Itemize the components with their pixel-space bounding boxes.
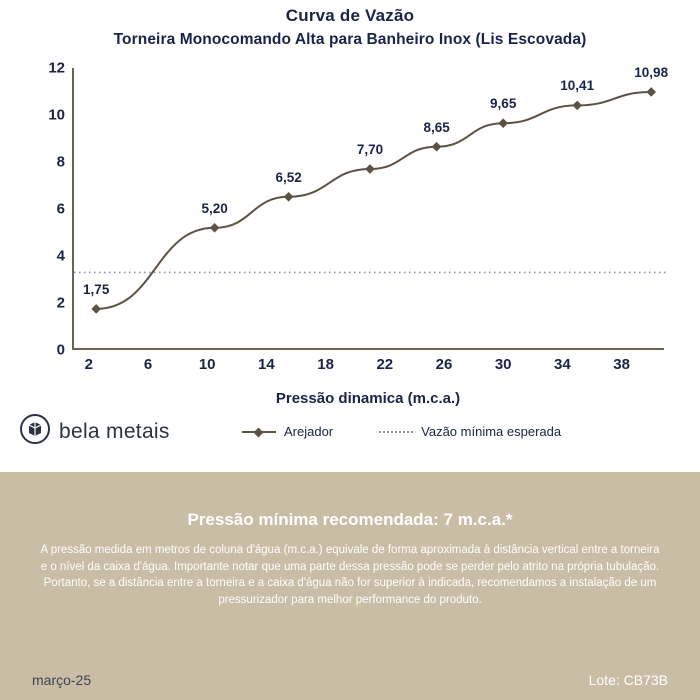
legend-swatch-line-icon — [242, 431, 276, 433]
chart-legend — [242, 424, 561, 439]
x-axis-tick: 30 — [494, 356, 512, 373]
page-subtitle: Torneira Monocomando Alta para Banheiro Inox (Lis Escovada) — [113, 31, 587, 48]
footer-date: março-25 — [32, 672, 92, 688]
data-point-marker — [91, 304, 101, 314]
y-axis-tick: 2 — [56, 294, 65, 312]
y-axis-tick: 6 — [56, 200, 65, 218]
y-axis-tick: 8 — [56, 153, 65, 171]
data-point-label: 6,52 — [275, 169, 302, 185]
data-point-label: 8,65 — [423, 119, 450, 135]
data-point-marker — [284, 192, 294, 202]
footer-title: Pressão mínima recomendada: 7 m.c.a.* — [187, 510, 513, 529]
footer-lote: Lote: CB73B — [588, 672, 668, 688]
data-point-label: 1,75 — [83, 281, 110, 297]
y-axis-tick: 4 — [56, 247, 65, 265]
x-axis-tick: 34 — [554, 356, 571, 373]
data-point-marker — [210, 223, 220, 233]
x-axis-tick: 26 — [435, 356, 453, 373]
data-point-marker — [365, 164, 375, 174]
x-axis-tick: 18 — [317, 356, 334, 373]
data-point-marker — [432, 142, 442, 152]
plot-area — [48, 59, 669, 373]
footer-panel — [0, 472, 700, 700]
cube-logo-icon — [20, 414, 50, 449]
legend-item-vazao-minima — [379, 424, 561, 439]
data-point-label: 7,70 — [356, 142, 384, 158]
brand-name: bela metais — [59, 419, 170, 443]
data-point-marker — [572, 101, 582, 111]
x-axis-tick: 10 — [198, 356, 216, 373]
x-axis-tick: 38 — [613, 356, 630, 373]
data-point-label: 5,20 — [201, 200, 228, 216]
title-block — [0, 6, 700, 49]
x-axis-label: Pressão dinamica (m.c.a.) — [275, 390, 461, 407]
data-point-label: 10,98 — [634, 64, 669, 80]
legend-swatch-dotted-icon — [379, 431, 413, 433]
data-point-marker — [646, 87, 656, 97]
y-axis-tick: 12 — [48, 59, 65, 77]
brand-legend-row — [0, 412, 700, 460]
y-axis-tick: 10 — [48, 106, 65, 124]
data-point-label: 10,41 — [560, 78, 595, 94]
x-axis-tick: 22 — [376, 356, 394, 373]
brand-logo — [20, 414, 170, 449]
legend-label: Arejador — [284, 424, 334, 439]
legend-item-arejador — [242, 424, 333, 439]
x-axis-tick: 2 — [84, 356, 93, 373]
x-axis-tick: 14 — [258, 356, 275, 373]
page-title: Curva de Vazão — [285, 6, 415, 25]
y-axis-tick: 0 — [56, 341, 65, 359]
series-line-arejador — [96, 92, 651, 309]
data-point-label: 9,65 — [490, 96, 517, 112]
data-point-marker — [498, 118, 508, 128]
footer-body-text: A pressão medida em metros de coluna d'água (m.c.a.) equivale de forma aproximada à distância vertical entre a torneira e o nível da caixa d'água. Importante notar que uma parte dessa pressão pode se perder pelo atrito na própria tubulação. Portanto, se a distância entre a torneira e a caixa d'água não for superior à indicada, recomendamos a instalação de um pressurizador para melhor performance do produto. — [40, 544, 660, 607]
chart-svg — [74, 68, 666, 350]
legend-label: Vazão mínima esperada — [421, 424, 562, 439]
chart-container — [0, 59, 700, 407]
x-axis-tick: 6 — [143, 356, 153, 373]
